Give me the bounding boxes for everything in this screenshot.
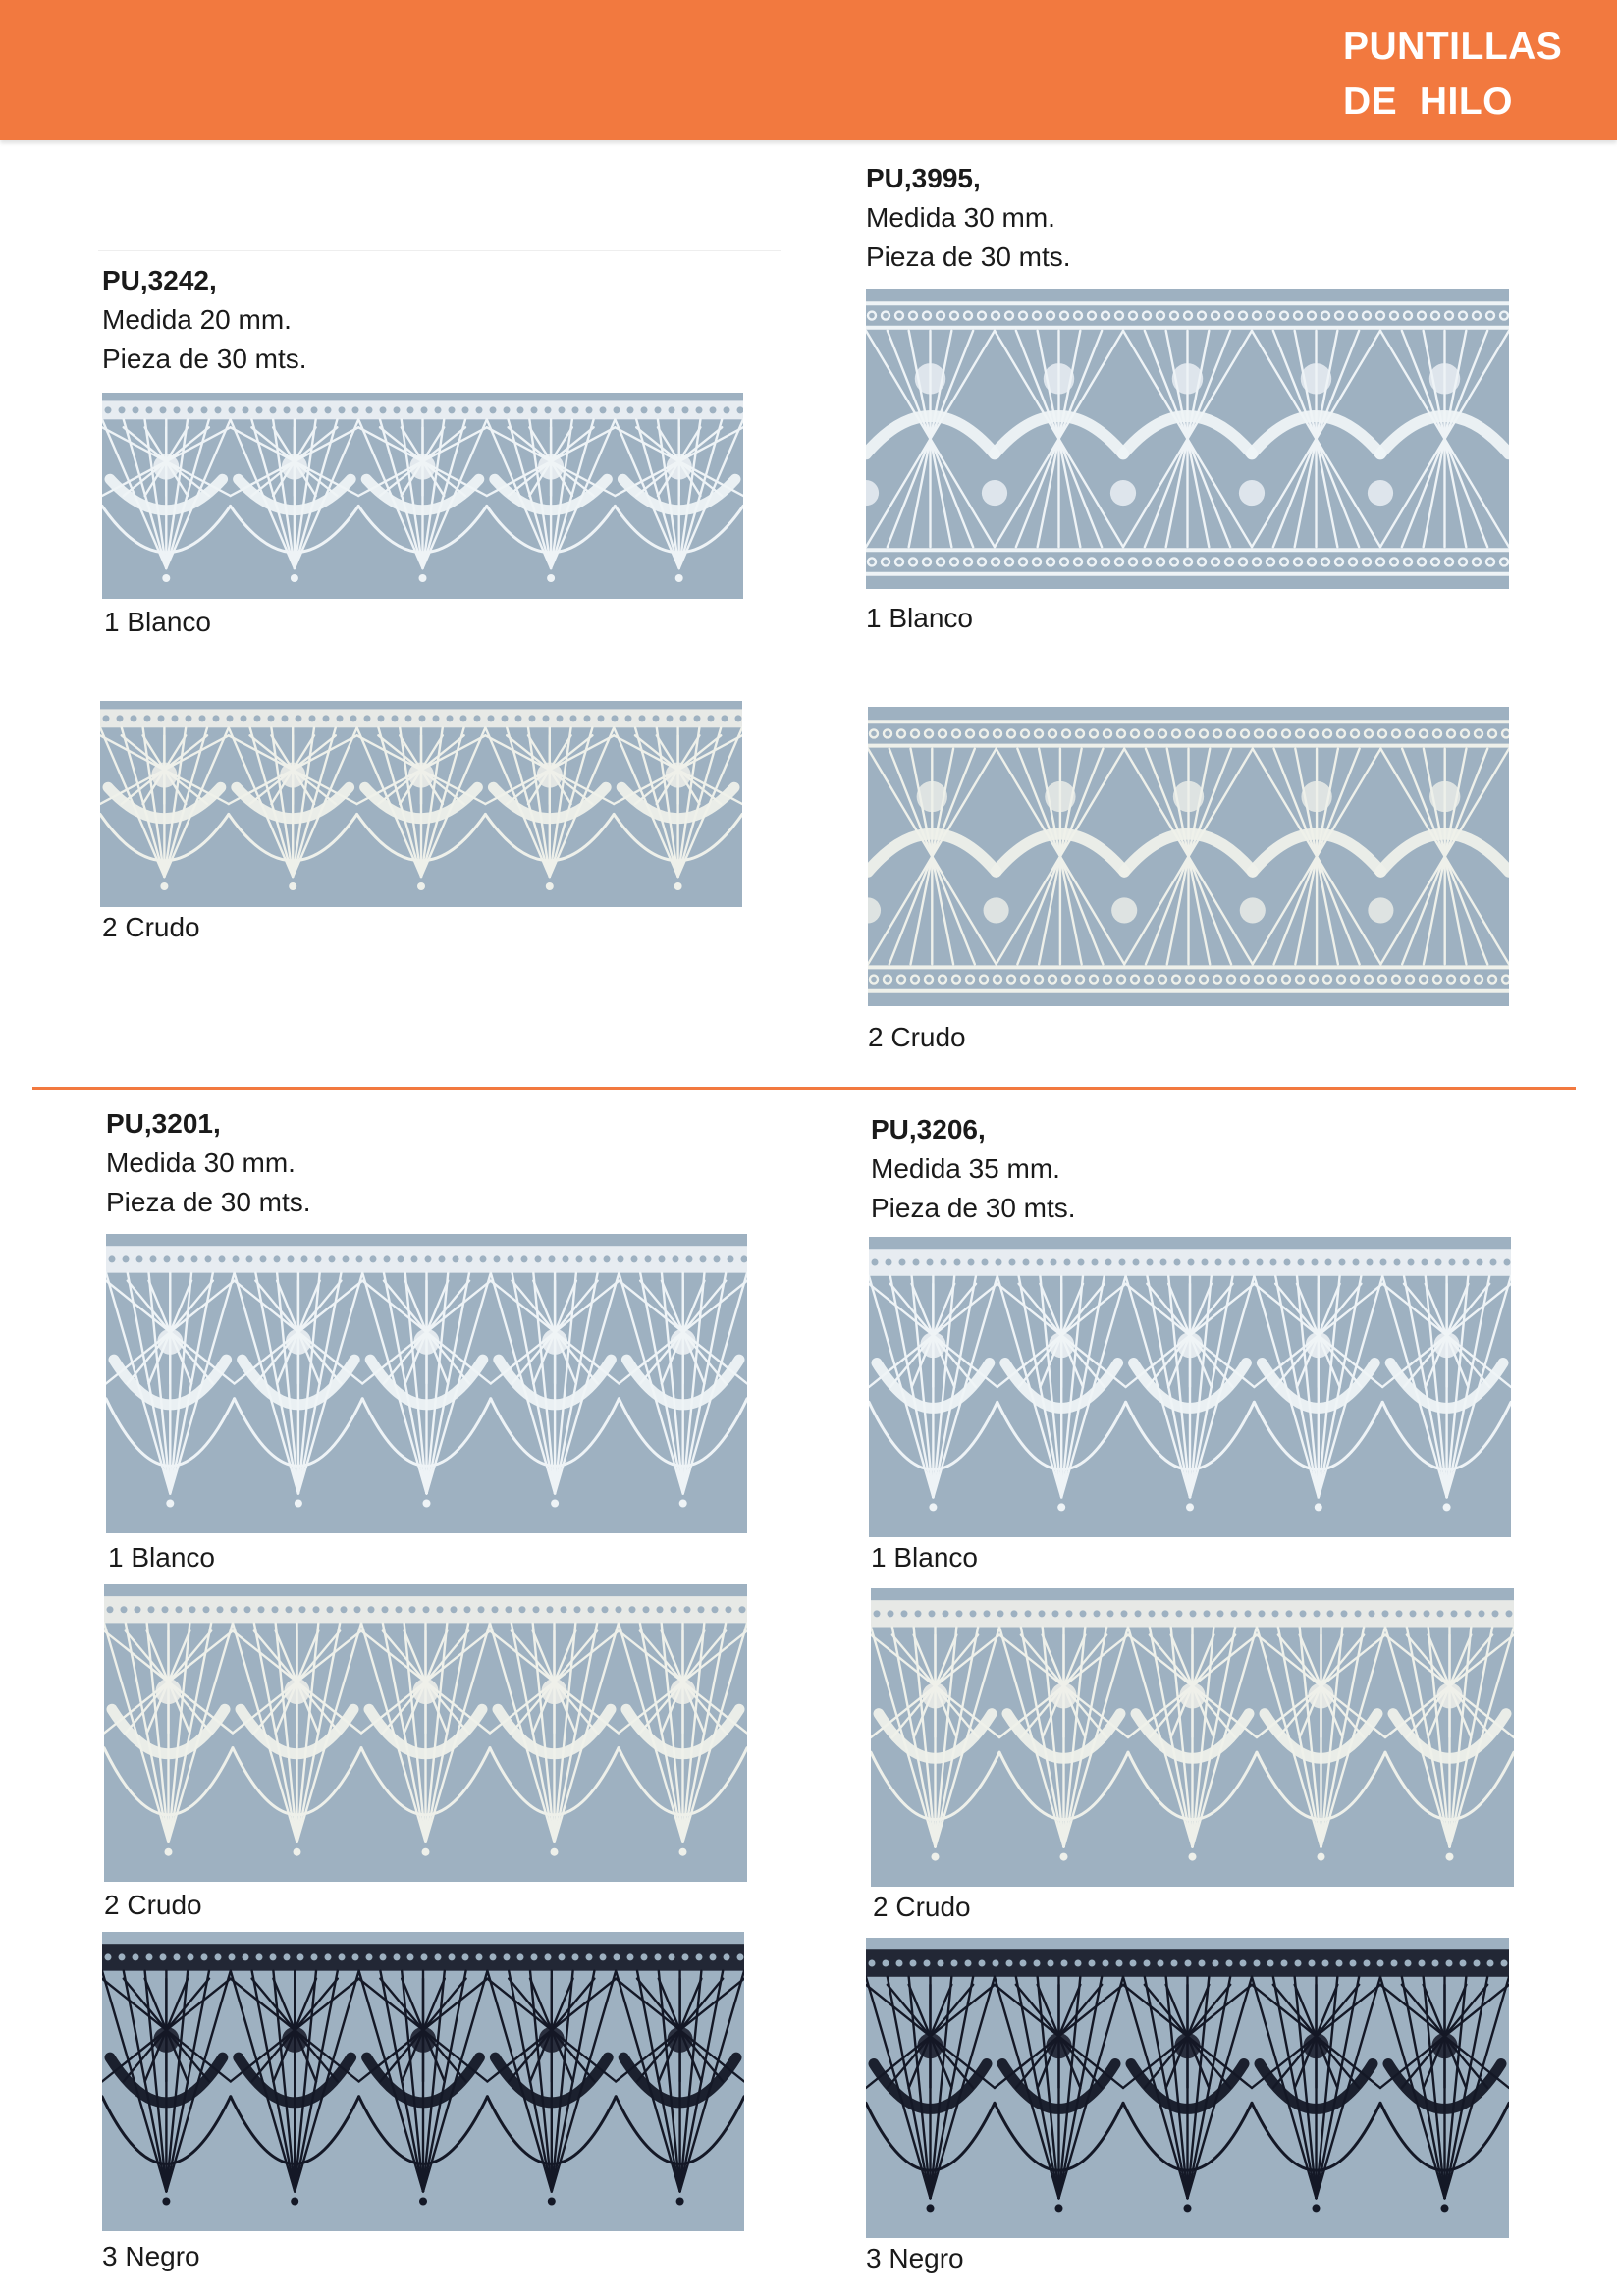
header-banner bbox=[0, 0, 1617, 140]
product-code: PU,3201, bbox=[106, 1108, 221, 1139]
product-header-3206 bbox=[871, 1110, 1076, 1228]
lace-swatch-3206-blanco bbox=[869, 1237, 1511, 1537]
product-piece: Pieza de 30 mts. bbox=[871, 1193, 1076, 1223]
product-size: Medida 20 mm. bbox=[102, 304, 292, 335]
product-header-3242 bbox=[102, 261, 307, 379]
variant-label: 3 Negro bbox=[866, 2243, 964, 2273]
lace-swatch-3242-blanco bbox=[102, 393, 743, 599]
lace-swatch-3201-crudo bbox=[104, 1584, 747, 1882]
variant-label: 1 Blanco bbox=[871, 1542, 978, 1573]
variant-label: 1 Blanco bbox=[866, 603, 973, 633]
variant-label: 2 Crudo bbox=[868, 1022, 966, 1052]
lace-swatch-3201-negro bbox=[102, 1932, 744, 2231]
catalog-title-line2: DE HILO bbox=[1343, 80, 1514, 123]
catalog-title bbox=[1343, 20, 1562, 130]
product-piece: Pieza de 30 mts. bbox=[106, 1187, 311, 1217]
product-size: Medida 30 mm. bbox=[866, 202, 1055, 233]
lace-swatch-3201-blanco bbox=[106, 1234, 747, 1533]
product-size: Medida 35 mm. bbox=[871, 1153, 1060, 1184]
product-code: PU,3206, bbox=[871, 1114, 986, 1145]
product-piece: Pieza de 30 mts. bbox=[866, 241, 1071, 272]
product-header-3201 bbox=[106, 1104, 311, 1222]
product-header-3995 bbox=[866, 159, 1071, 277]
lace-swatch-3206-crudo bbox=[871, 1588, 1514, 1887]
faint-rule bbox=[98, 250, 781, 251]
product-piece: Pieza de 30 mts. bbox=[102, 344, 307, 374]
variant-label: 1 Blanco bbox=[108, 1542, 215, 1573]
variant-label: 3 Negro bbox=[102, 2241, 200, 2271]
lace-swatch-3995-blanco bbox=[866, 289, 1509, 589]
variant-label: 2 Crudo bbox=[873, 1892, 971, 1922]
lace-swatch-3206-negro bbox=[866, 1938, 1509, 2238]
product-code: PU,3242, bbox=[102, 265, 217, 295]
product-size: Medida 30 mm. bbox=[106, 1148, 296, 1178]
variant-label: 2 Crudo bbox=[104, 1890, 202, 1920]
product-code: PU,3995, bbox=[866, 163, 981, 193]
variant-label: 1 Blanco bbox=[104, 607, 211, 637]
section-divider bbox=[32, 1087, 1576, 1090]
catalog-title-line1: PUNTILLAS bbox=[1343, 26, 1563, 68]
lace-swatch-3995-crudo bbox=[868, 707, 1509, 1006]
lace-swatch-3242-crudo bbox=[100, 701, 742, 907]
variant-label: 2 Crudo bbox=[102, 912, 200, 942]
